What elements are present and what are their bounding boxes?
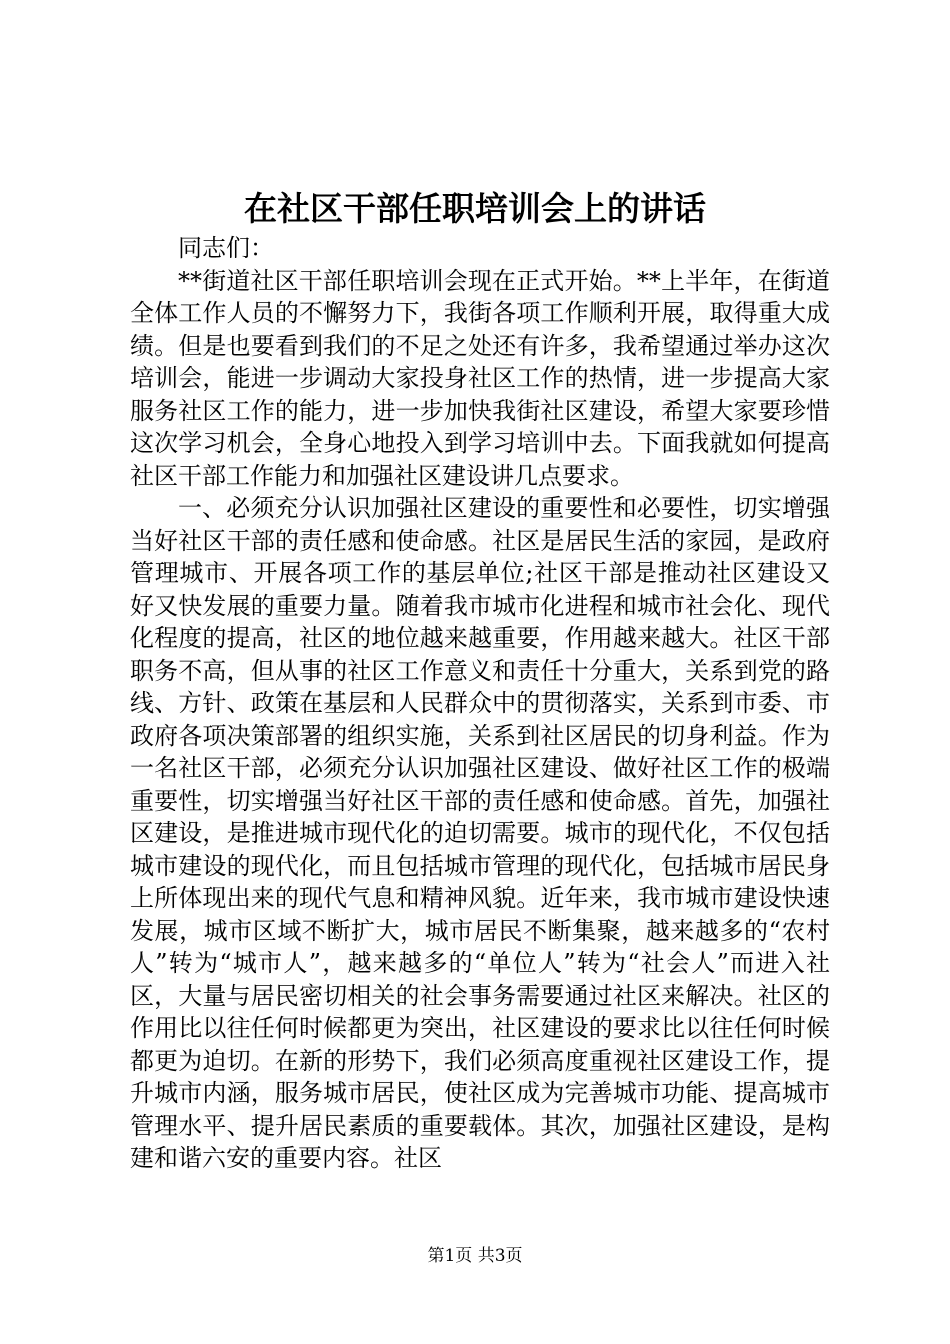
document-body (130, 232, 830, 1175)
paragraph-opening: **街道社区干部任职培训会现在正式开始。**上半年，在街道全体工作人员的不懈努力下，我街各项工作顺利开展，取得重大成绩。但是也要看到我们的不足之处还有许多，我希望通过举办这次培训会，能进一步调动大家投身社区工作的热情，进一步提高大家服务社区工作的能力，进一步加快我街社区建设，希望大家要珍惜这次学习机会，全身心地投入到学习培训中去。下面我就如何提高社区干部工作能力和加强社区建设讲几点要求。 (130, 266, 830, 490)
page-footer: 第1页 共3页 (427, 1246, 523, 1266)
salutation: 同志们： (178, 234, 274, 262)
paragraph-section-one: 一、必须充分认识加强社区建设的重要性和必要性，切实增强当好社区干部的责任感和使命感。社区是居民生活的家园，是政府管理城市、开展各项工作的基层单位;社区干部是推动社区建设又好又快发展的重要力量。随着我市城市化进程和城市社会化、现代化程度的提高，社区的地位越来越重要，作用越来越大。社区干部职务不高，但从事的社区工作意义和责任十分重大，关系到党的路线、方针、政策在基层和人民群众中的贯彻落实，关系到市委、市政府各项决策部署的组织实施，关系到社区居民的切身利益。作为一名社区干部，必须充分认识加强社区建设、做好社区工作的极端重要性，切实增强当好社区干部的责任感和使命感。首先，加强社区建设，是推进城市现代化的迫切需要。城市的现代化，不仅包括城市建设的现代化，而且包括城市管理的现代化，包括城市居民身上所体现出来的现代气息和精神风貌。近年来，我市城市建设快速发展，城市区域不断扩大，城市居民不断集聚，越来越多的“农村人”转为“城市人”，越来越多的“单位人”转为“社会人”而进入社区，大量与居民密切相关的社会事务需要通过社区来解决。社区的作用比以往任何时候都更为突出，社区建设的要求比以往任何时候都更为迫切。在新的形势下，我们必须高度重视社区建设工作，提升城市内涵，服务城市居民，使社区成为完善城市功能、提高城市管理水平、提升居民素质的重要载体。其次，加强社区建设，是构建和谐六安的重要内容。社区 (130, 494, 830, 1172)
document-title: 在社区干部任职培训会上的讲话 (244, 189, 706, 228)
